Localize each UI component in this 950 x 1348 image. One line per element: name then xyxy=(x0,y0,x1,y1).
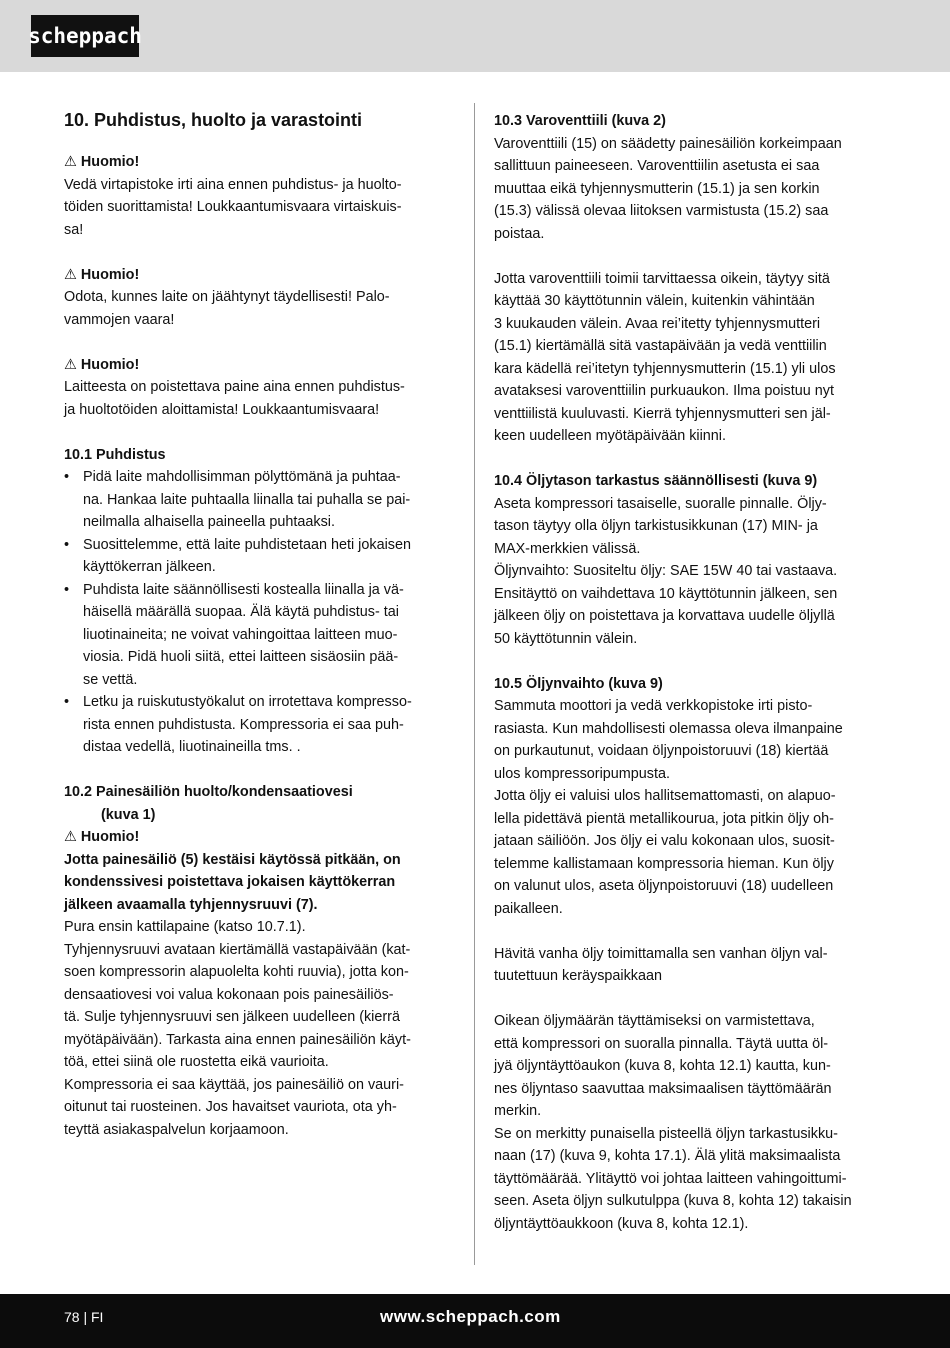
text-line: Jotta painesäiliö (5) kestäisi käytössä pitkään, on xyxy=(64,851,401,868)
text-line: on purkautunut, voidaan öljynpoistoruuvi (18) kiertää xyxy=(494,743,829,759)
paragraph xyxy=(494,133,886,246)
website-link[interactable]: www.scheppach.com xyxy=(380,1307,561,1326)
text-line: tuutettuun keräyspaikkaan xyxy=(494,968,663,984)
text-line: neilmalla alhaisella paineella puhtaaksi. xyxy=(83,514,335,530)
text-line: tason täytyy olla öljyn tarkistusikkunan (17) MIN- ja xyxy=(494,518,818,534)
text-line: teyttä asiakaspalvelun korjaamoon. xyxy=(64,1121,289,1138)
text-line: käyttökerran jälkeen. xyxy=(83,559,216,575)
text-line: Öljynvaihto: Suositeltu öljy: SAE 15W 40 tai vastaava. xyxy=(494,563,838,579)
text-line: Puhdista laite säännöllisesti kostealla liinalla ja vä- xyxy=(83,581,404,598)
subsection-heading-cont: (kuva 1) xyxy=(101,806,156,823)
text-line: oitunut tai ruosteinen. Jos havaitset vauriota, ota yh- xyxy=(64,1099,397,1115)
warning-title: ⚠ Huomio! xyxy=(64,154,140,170)
text-line: MAX-merkkien välissä. xyxy=(494,540,641,557)
warning-title: ⚠ Huomio! xyxy=(64,829,140,845)
warning-bold-text xyxy=(64,849,456,917)
text-line: jataan säiliöön. Jos öljy ei valu kokonaan ulos, suosit- xyxy=(494,833,835,849)
text-line: (15.1) kiertämällä sitä vastapäivään ja vedä venttiilin xyxy=(494,338,827,354)
paragraph xyxy=(494,1010,886,1235)
text-line: soen kompressorin alapuolelta kohti ruuvia), jotta kon- xyxy=(64,964,409,980)
text-line: ulos kompressoripumpusta. xyxy=(494,765,670,782)
text-line: Letku ja ruiskutustyökalut on irrotettava kompresso- xyxy=(83,694,412,710)
text-line: töiden suorittamista! Loukkaantumisvaara virtaiskuis- xyxy=(64,199,402,215)
text-line: Pura ensin kattilapaine (katso 10.7.1). xyxy=(64,919,306,935)
text-line: kara kädellä rei’itetyn tyhjennysmutterin (15.1) yli ulos xyxy=(494,360,836,377)
text-line: seen. Aseta öljyn sulkutulppa (kuva 8, kohta 12) takaisin xyxy=(494,1193,852,1209)
warning-title: ⚠ Huomio! xyxy=(64,266,140,283)
text-line: muuttaa eikä tyhjennysmutterin (15.1) ja sen korkin xyxy=(494,180,820,197)
text-line: lella pidettävä pientä metallikourua, jota pitkin öljy oh- xyxy=(494,810,834,827)
text-line: viosia. Pidä huoli siitä, ettei laitteen sisäosiin pää- xyxy=(83,649,399,665)
text-line: (15.3) välissä olevaa liitoksen varmistusta (15.2) saa xyxy=(494,203,829,219)
warning-text xyxy=(64,376,456,421)
subsection-heading: 10.1 Puhdistus xyxy=(64,446,166,463)
text-line: keen uudelleen myötäpäivään kiinni. xyxy=(494,428,727,444)
brand-logo: scheppach xyxy=(31,15,139,57)
text-line: Suosittelemme, että laite puhdistetaan heti jokaisen xyxy=(83,536,411,553)
text-line: myötäpäivään). Tarkasta aina ennen painesäiliön käyt- xyxy=(64,1031,411,1048)
text-line: on valunut ulos, aseta öljynpoistoruuvi (18) uudelleen xyxy=(494,878,834,894)
text-line: jälkeen öljy on poistettava ja korvattava uudelle öljyllä xyxy=(494,608,835,624)
text-line: Jotta öljy ei valuisi ulos hallitsemattomasti, on alapuo- xyxy=(494,788,836,804)
warning-text xyxy=(64,174,456,242)
text-line: Jotta varoventtiili toimii tarvittaessa oikein, täytyy sitä xyxy=(494,270,830,287)
text-line: rasiasta. Kun mahdollisesti olemassa oleva ilmanpaine xyxy=(494,720,843,737)
text-line: avataksesi varoventtiilin purkuaukon. Ilma poistuu nyt xyxy=(494,383,834,399)
subsection-heading: 10.4 Öljytason tarkastus säännöllisesti (kuva 9) xyxy=(494,473,818,489)
list-item: • Letku ja ruiskutustyökalut on irrotettava kompresso- rista ennen puhdistusta. Kompressoria ei saa puh- distaa vedellä, liuotinaineilla tms. . xyxy=(64,691,456,759)
text-line: venttiilistä kuuluvasti. Kierrä tyhjennysmutteri sen jäl- xyxy=(494,405,831,422)
paragraph xyxy=(494,268,886,448)
text-line: Tyhjennysruuvi avataan kiertämällä vastapäivään (kat- xyxy=(64,941,411,958)
text-line: häisellä määrällä suopaa. Älä käytä puhdistus- tai xyxy=(83,604,399,620)
text-line: nes öljyntaso saavuttaa maksimaalisen täyttömäärän xyxy=(494,1080,832,1097)
text-line: Oikean öljymäärän täyttämiseksi on varmistettava, xyxy=(494,1013,815,1029)
text-line: Se on merkitty punaisella pisteellä öljyn tarkastusikku- xyxy=(494,1125,838,1142)
page-number: 78 | FI xyxy=(64,1309,104,1325)
text-line: 3 kuukauden välein. Avaa rei’itetty tyhjennysmutteri xyxy=(494,315,821,332)
text-line: öljyntäyttöaukkoon (kuva 8, kohta 12.1). xyxy=(494,1215,749,1232)
text-line: distaa vedellä, liuotinaineilla tms. . xyxy=(83,739,301,755)
paragraph xyxy=(64,916,456,1141)
text-line: töä, ettei siinä ole ruostetta eikä vaurioita. xyxy=(64,1054,329,1070)
right-column xyxy=(494,110,886,1235)
bullet-list xyxy=(64,466,456,759)
header-bar xyxy=(0,0,950,72)
text-line: vammojen vaara! xyxy=(64,311,175,328)
text-line: käyttää 30 käyttötunnin välein, kuitenkin vähintään xyxy=(494,293,815,309)
list-item: • Puhdista laite säännöllisesti kostealla liinalla ja vä- häisellä määrällä suopaa. Älä käytä puhdistus- tai liuotinaineita; ne voivat vahingoittaa laitteen muo- viosia. Pidä huoli siitä, ettei laitteen sisäosiin pää- se vettä. xyxy=(64,579,456,692)
text-line: ja huoltotöiden aloittamista! Loukkaantumisvaara! xyxy=(64,401,380,418)
text-line: Hävitä vanha öljy toimittamalla sen vanhan öljyn val- xyxy=(494,945,828,962)
text-line: Kompressoria ei saa käyttää, jos painesäiliö on vauri- xyxy=(64,1076,404,1093)
text-line: jälkeen avaamalla tyhjennysruuvi (7). xyxy=(64,896,318,913)
text-line: 50 käyttötunnin välein. xyxy=(494,630,638,647)
subsection-heading: 10.5 Öljynvaihto (kuva 9) xyxy=(494,675,663,692)
paragraph xyxy=(494,493,886,651)
text-line: merkin. xyxy=(494,1103,542,1119)
paragraph xyxy=(494,943,886,988)
text-line: Odota, kunnes laite on jäähtynyt täydellisesti! Palo- xyxy=(64,289,390,305)
left-column xyxy=(64,107,456,1141)
text-line: Vedä virtapistoke irti aina ennen puhdistus- ja huolto- xyxy=(64,176,402,193)
section-title: 10. Puhdistus, huolto ja varastointi xyxy=(64,110,363,130)
list-item: • Pidä laite mahdollisimman pölyttömänä ja puhtaa- na. Hankaa laite puhtaalla liinalla tai puhalla se pai- neilmalla alhaisella paineella puhtaaksi. xyxy=(64,466,456,534)
text-line: telemme kallistamaan kompressoria hieman. Kun öljy xyxy=(494,855,834,872)
text-line: Laitteesta on poistettava paine aina ennen puhdistus- xyxy=(64,379,405,395)
text-line: sallittuun paineeseen. Varoventtiilin asetusta ei saa xyxy=(494,158,820,174)
text-line: Sammuta moottori ja vedä verkkopistoke irti pisto- xyxy=(494,698,813,714)
text-line: Varoventtiili (15) on säädetty painesäiliön korkeimpaan xyxy=(494,135,842,152)
text-line: paikalleen. xyxy=(494,900,563,917)
text-line: poistaa. xyxy=(494,225,545,242)
warning-title: ⚠ Huomio! xyxy=(64,356,140,373)
list-item: • Suosittelemme, että laite puhdistetaan heti jokaisen käyttökerran jälkeen. xyxy=(64,534,456,579)
paragraph xyxy=(494,695,886,920)
warning-text xyxy=(64,286,456,331)
text-line: Ensitäyttö on vaihdettava 10 käyttötunnin jälkeen, sen xyxy=(494,585,838,602)
text-line: liuotinaineita; ne voivat vahingoittaa laitteen muo- xyxy=(83,626,398,643)
text-line: tä. Sulje tyhjennysruuvi sen jälkeen uudelleen (kierrä xyxy=(64,1009,400,1025)
text-line: täyttömäärää. Ylitäyttö voi johtaa laitteen vahingoittumi- xyxy=(494,1170,847,1187)
text-line: Pidä laite mahdollisimman pölyttömänä ja puhtaa- xyxy=(83,469,401,485)
subsection-heading: 10.2 Painesäiliön huolto/kondensaatiovesi xyxy=(64,784,353,800)
subsection-heading: 10.3 Varoventtiili (kuva 2) xyxy=(494,113,666,129)
text-line: että kompressori on suoralla pinnalla. Täytä uutta öl- xyxy=(494,1035,829,1052)
text-line: jyä öljyntäyttöaukon (kuva 8, kohta 12.1) kautta, kun- xyxy=(494,1058,831,1074)
text-line: naan (17) (kuva 9, kohta 17.1). Älä ylitä maksimaalista xyxy=(494,1148,841,1164)
text-line: sa! xyxy=(64,221,84,238)
text-line: se vettä. xyxy=(83,671,138,688)
text-line: rista ennen puhdistusta. Kompressoria ei saa puh- xyxy=(83,716,404,733)
column-divider xyxy=(474,103,475,1265)
text-line: Aseta kompressori tasaiselle, suoralle pinnalle. Öljy- xyxy=(494,495,827,512)
text-line: na. Hankaa laite puhtaalla liinalla tai puhalla se pai- xyxy=(83,491,411,508)
footer-bar xyxy=(0,1294,950,1348)
text-line: kondenssivesi poistettava jokaisen käyttökerran xyxy=(64,874,396,890)
text-line: densaatiovesi voi valua kokonaan pois painesäiliös- xyxy=(64,986,394,1003)
